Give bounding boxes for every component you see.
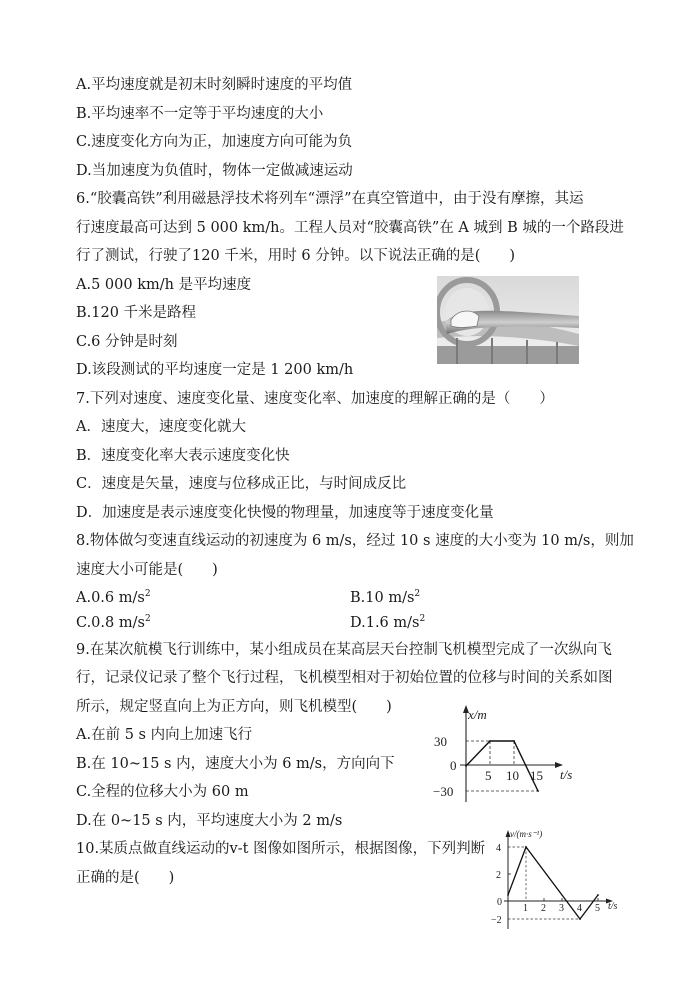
vt-xtick-5: 5 xyxy=(595,903,600,914)
q8-stem-line-1: 8.物体做匀变速直线运动的初速度为 6 m/s，经过 10 s 速度的大小变为 10 m/s，则加 xyxy=(76,533,634,549)
q6-option-b: B.120 千米是路程 xyxy=(76,305,197,321)
vt-data-point-1 xyxy=(525,846,527,848)
vt-graph-svg xyxy=(486,825,626,933)
vt-series-line xyxy=(508,847,598,919)
q6-option-c: C.6 分钟是时刻 xyxy=(76,334,178,350)
q9-option-d: D.在 0~15 s 内，平均速度大小为 2 m/s xyxy=(76,813,343,829)
vt-ytick-0: 0 xyxy=(497,897,502,908)
q7-option-b: B．速度变化率大表示速度变化快 xyxy=(76,448,290,464)
q7-option-a: A．速度大，速度变化就大 xyxy=(76,419,246,435)
xt-data-point-2 xyxy=(513,740,515,742)
xt-data-point-0 xyxy=(465,765,467,767)
xt-graph xyxy=(430,702,590,804)
vt-data-point-3 xyxy=(597,894,599,896)
xt-data-point-3 xyxy=(537,790,539,792)
vt-graph xyxy=(486,825,626,933)
vt-xtick-1: 1 xyxy=(523,903,528,914)
q9-option-a: A.在前 5 s 内向上加速飞行 xyxy=(76,727,253,743)
q8-option-c: C.0.8 $m/s^2$ xyxy=(76,614,151,631)
xt-xtick-10: 10 xyxy=(506,768,519,783)
xt-xtick-5: 5 xyxy=(485,768,492,783)
xt-series-line xyxy=(466,741,538,791)
q9-stem-line-3: 所示，规定竖直向上为正方向，则飞机模型( ) xyxy=(76,699,392,715)
vt-data-point-2 xyxy=(579,918,581,920)
xt-y-label: x/m xyxy=(468,707,487,722)
vt-ytick-neg2: −2 xyxy=(491,915,502,926)
vt-x-label: t/s xyxy=(608,901,618,912)
q7-stem: 7.下列对速度、速度变化量、速度变化率、加速度的理解正确的是（ ） xyxy=(76,391,554,407)
q6-option-d: D.该段测试的平均速度一定是 1 200 km/h xyxy=(76,362,354,378)
q9-stem-line-1: 9.在某次航模飞行训练中，某小组成员在某高层天台控制飞机模型完成了一次纵向飞 xyxy=(76,642,612,658)
q10-stem-line-1: 10.某质点做直线运动的v-t 图像如图所示，根据图像，下列判断 xyxy=(76,841,486,857)
prev-option-d: D.当加速度为负值时，物体一定做减速运动 xyxy=(76,163,353,179)
q8-option-d: D.1.6 $m/s^2$ xyxy=(350,614,426,631)
xt-data-point-1 xyxy=(489,740,491,742)
q8-option-b: B.10 $m/s^2$ xyxy=(350,589,421,606)
vt-xtick-3: 3 xyxy=(559,903,564,914)
vt-y-label: v/(m·s⁻¹) xyxy=(510,829,543,839)
q7-option-d: D．加速度是表示速度变化快慢的物理量，加速度等于速度变化量 xyxy=(76,505,494,521)
q10-stem-line-2: 正确的是( ) xyxy=(76,870,175,886)
xt-ytick-30: 30 xyxy=(434,734,447,749)
xt-x-label: t/s xyxy=(560,767,573,782)
q8-stem-line-2: 速度大小可能是( ) xyxy=(76,562,218,578)
q6-stem-line-2: 行速度最高可达到 5 000 km/h。工程人员对“胶囊高铁”在 A 城到 B 城的一个路段进 xyxy=(76,220,624,236)
capsule-train-photo xyxy=(437,276,579,364)
vt-ytick-4: 4 xyxy=(496,843,501,854)
q6-option-a: A.5 000 km/h 是平均速度 xyxy=(76,277,252,293)
vt-xtick-2: 2 xyxy=(541,903,546,914)
q6-stem-line-1: 6.“胶囊高铁”利用磁悬浮技术将列车“漂浮”在真空管道中，由于没有摩擦，其运 xyxy=(76,191,584,207)
q8-option-a: A.0.6 $m/s^2$ xyxy=(76,589,151,606)
vt-ytick-2: 2 xyxy=(496,870,501,881)
q7-option-c: C．速度是矢量，速度与位移成正比，与时间成反比 xyxy=(76,476,407,492)
q9-stem-line-2: 行，记录仪记录了整个飞行过程，飞机模型相对于初始位置的位移与时间的关系如图 xyxy=(76,670,613,686)
vt-xtick-4: 4 xyxy=(577,903,582,914)
vt-data-point-0 xyxy=(507,894,509,896)
xt-xtick-15: 15 xyxy=(530,768,543,783)
q9-option-b: B.在 10~15 s 内，速度大小为 6 m/s，方向向下 xyxy=(76,756,395,772)
q9-option-c: C.全程的位移大小为 60 m xyxy=(76,784,249,800)
xt-ytick-0: 0 xyxy=(450,758,457,773)
prev-option-c: C.速度变化方向为正，加速度方向可能为负 xyxy=(76,134,353,150)
prev-option-b: B.平均速率不一定等于平均速度的大小 xyxy=(76,106,324,122)
xt-ytick-neg30: −30 xyxy=(433,784,454,799)
q6-stem-line-3: 行了测试，行驶了120 千米，用时 6 分钟。以下说法正确的是( ) xyxy=(76,248,516,264)
prev-option-a: A.平均速度就是初末时刻瞬时速度的平均值 xyxy=(76,77,353,93)
xt-graph-svg xyxy=(430,702,590,804)
